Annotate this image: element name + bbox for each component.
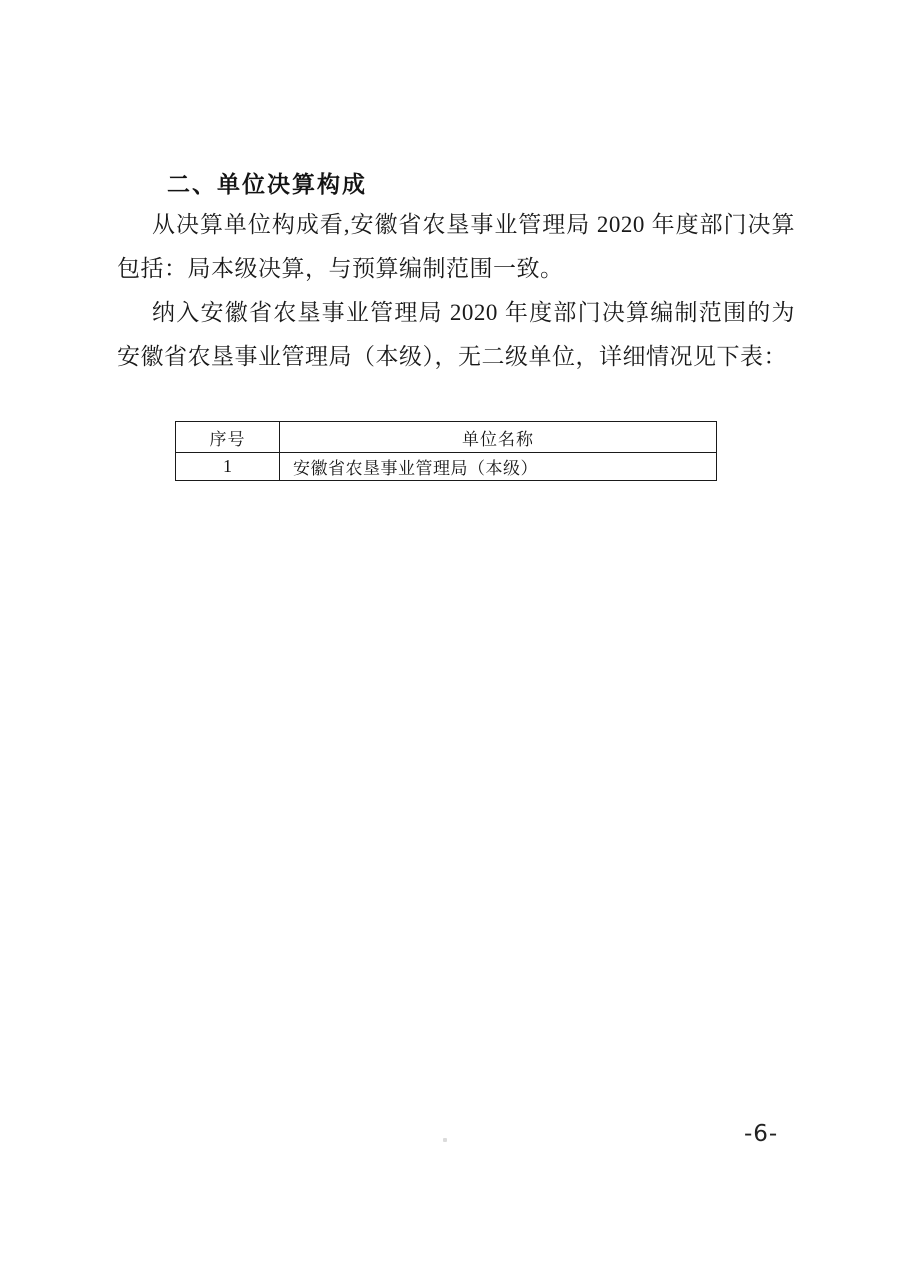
page-number: -6- bbox=[744, 1121, 779, 1147]
body-text bbox=[117, 203, 795, 379]
table-row bbox=[176, 453, 717, 481]
table-header-unit-name: 单位名称 bbox=[280, 422, 717, 453]
table-cell-index: 1 bbox=[176, 453, 280, 481]
scan-artifact bbox=[443, 1138, 447, 1142]
paragraph: 纳入安徽省农垦事业管理局 2020 年度部门决算编制范围的为安徽省农垦事业管理局（本级），无二级单位，详细情况见下表： bbox=[117, 300, 795, 369]
paragraph: 从决算单位构成看,安徽省农垦事业管理局 2020 年度部门决算包括：局本级决算，与预算编制范围一致。 bbox=[117, 212, 795, 281]
table-header-index: 序号 bbox=[176, 422, 280, 453]
table-cell-unit-name: 安徽省农垦事业管理局（本级） bbox=[280, 453, 717, 481]
unit-list-table bbox=[175, 421, 717, 481]
table-header-row bbox=[176, 422, 717, 453]
section-heading: 二、单位决算构成 bbox=[167, 172, 367, 198]
